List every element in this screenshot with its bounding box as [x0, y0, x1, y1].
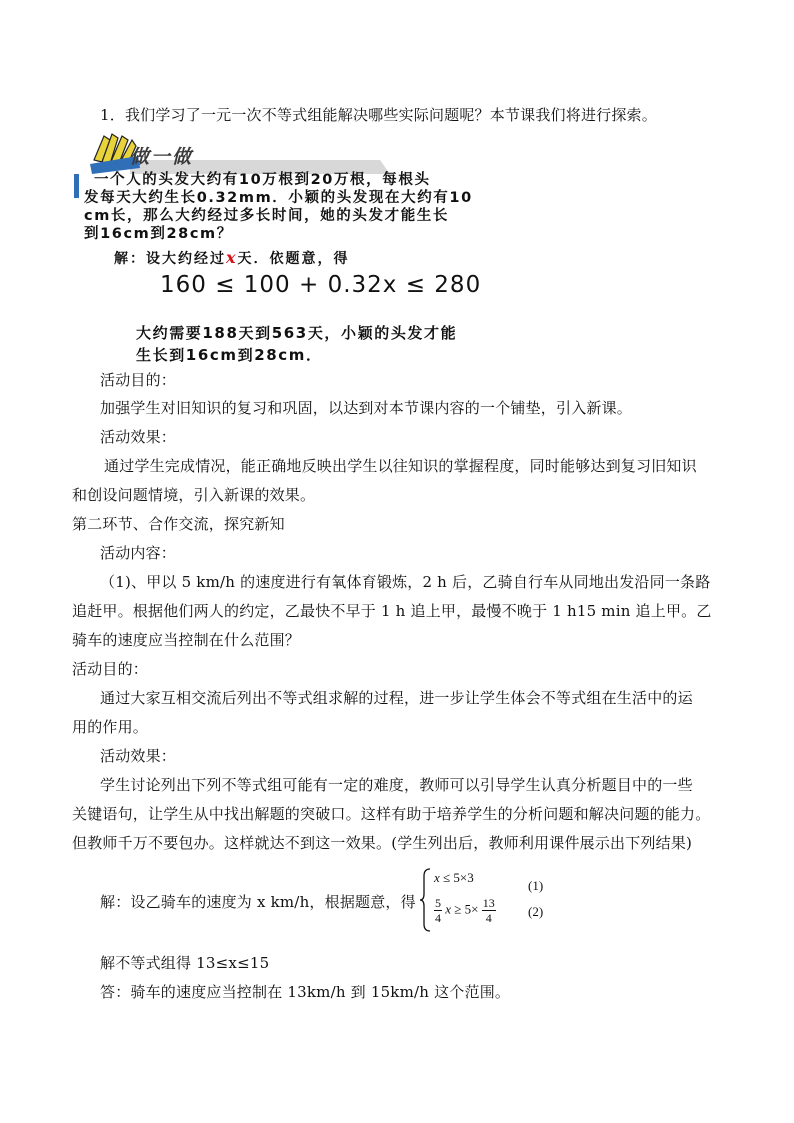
final-answer: 答：骑车的速度应当控制在 13km/h 到 15km/h 这个范围。: [100, 983, 511, 1001]
goal-text-1: 加强学生对旧知识的复习和巩固，以达到对本节课内容的一个铺垫，引入新课。: [100, 399, 633, 417]
solve-result: 解不等式组得 13≤x≤15: [100, 954, 270, 972]
eq1-lhs: x: [434, 870, 440, 885]
problem-line-2: 发每天大约生长0.32mm．小颖的头发现在大约有10: [84, 190, 473, 206]
eq2-var: x: [445, 901, 452, 917]
eq2-tag: (2): [528, 904, 544, 919]
solution-line: [114, 248, 350, 268]
stage-2-heading: 第二环节、合作交流，探究新知: [72, 515, 285, 533]
problem-text-c: 骑车的速度应当控制在什么范围？: [72, 631, 301, 649]
eq2-mid: ≥ 5×: [451, 901, 479, 917]
inequality-formula: 160 ≤ 100 + 0.32x ≤ 280: [160, 272, 482, 298]
effect-text-2c: 但教师千万不要包办。这样就达不到这一效果。(学生列出后，教师利用课件展示出下列结果): [72, 834, 693, 852]
equation-2: [434, 896, 496, 925]
effect-text-1b: 和创设问题情境，引入新课的效果。: [72, 486, 316, 504]
problem-line-3: cm长，那么大约经过多长时间，她的头发才能生长: [84, 208, 450, 224]
effect-text-1a: 通过学生完成情况，能正确地反映出学生以往知识的掌握程度，同时能够达到复习旧知识: [104, 457, 697, 475]
solution-suffix: 天．依题意，得: [237, 251, 350, 267]
answer-line-2: 生长到16cm到28cm．: [136, 346, 323, 364]
equation-1: [434, 870, 474, 886]
eq1-rhs: ≤ 5×3: [439, 870, 474, 885]
effect-label-2: 活动效果：: [100, 747, 177, 765]
solution-prefix: 解：设大约经过: [114, 251, 226, 267]
problem-text-b: 追赶甲。根据他们两人的约定，乙最快不早于 1 h 追上甲，最慢不晚于 1 h15 min 追上甲。乙: [72, 602, 712, 620]
banner-title: 做一做: [130, 146, 194, 168]
effect-label-1: 活动效果：: [100, 428, 177, 446]
intro-text: 1．我们学习了一元一次不等式组能解决哪些实际问题呢？本节课我们将进行探索。: [100, 106, 657, 124]
solution-variable: x: [226, 248, 238, 267]
solve-intro: 解：设乙骑车的速度为 x km/h，根据题意，得: [100, 893, 416, 911]
problem-line-4: 到16cm到28cm？: [84, 226, 233, 242]
left-brace-icon: [420, 868, 432, 932]
effect-text-2a: 学生讨论列出下列不等式组可能有一定的难度，教师可以引导学生认真分析题目中的一些: [100, 776, 693, 794]
problem-line-1: 一个人的头发大约有10万根到20万根，每根头: [94, 172, 431, 188]
problem-text-a: （1)、甲以 5 km/h 的速度进行有氧体育锻炼，2 h 后，乙骑自行车从同地出发沿同一条路: [100, 573, 711, 591]
goal-label-1: 活动目的：: [100, 371, 177, 389]
fraction-5-4: $\frac{5}{4}$: [435, 896, 441, 925]
content-label: 活动内容：: [100, 544, 177, 562]
eq1-tag: (1): [528, 878, 544, 893]
goal-text-2b: 用的作用。: [72, 718, 149, 736]
fraction-13-4: $\frac{13}{4}$: [482, 896, 495, 925]
blue-bar-icon: [72, 174, 82, 198]
goal-text-2a: 通过大家互相交流后列出不等式组求解的过程，进一步让学生体会不等式组在生活中的运: [100, 689, 693, 707]
activity-illustration: [72, 128, 602, 368]
answer-line-1: 大约需要188天到563天，小颖的头发才能: [136, 324, 458, 342]
effect-text-2b: 关键语句，让学生从中找出解题的突破口。这样有助于培养学生的分析问题和解决问题的能力。: [72, 805, 711, 823]
inequality-system: [420, 866, 560, 936]
goal-label-2: 活动目的：: [72, 660, 149, 678]
